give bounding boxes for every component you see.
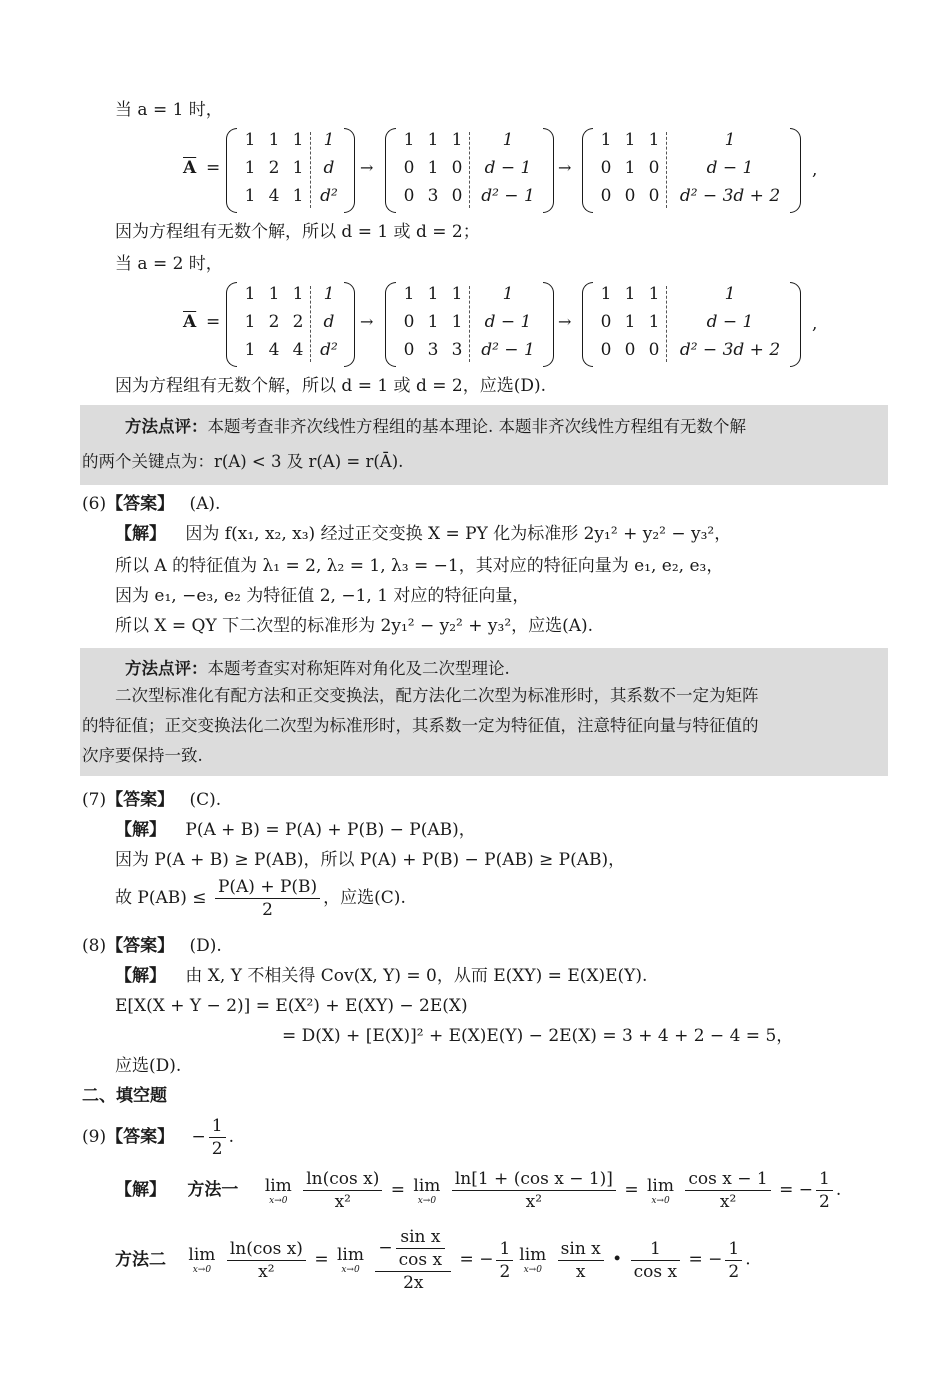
matrix-a2-step3 bbox=[582, 282, 802, 368]
matrix-entry: 1 bbox=[268, 130, 280, 150]
matrix-entry: 1 bbox=[427, 312, 439, 332]
matrix-entry: 3 bbox=[427, 186, 439, 206]
matrix-entry: 0 bbox=[648, 158, 660, 178]
matrix-entry: 0 bbox=[600, 186, 612, 206]
matrix-entry: 1 bbox=[268, 284, 280, 304]
augment-divider bbox=[469, 132, 470, 208]
fraction: $\frac{1}{2}$ bbox=[725, 1238, 742, 1283]
fraction: $\frac{P(A) + P(B)}{2}$ bbox=[215, 876, 320, 921]
matrix-entry: 0 bbox=[600, 340, 612, 360]
fraction: $\frac{\text{sin x}}{\text{cos x}}$ bbox=[396, 1226, 445, 1271]
q6-solution-line2: 所以 A 的特征值为 λ₁ = 2, λ₂ = 1, λ₃ = −1，其对应的特征向量为 e₁, e₂, e₃， bbox=[115, 556, 724, 576]
comment2-line2: 二次型标准化有配方法和正交变换法，配方法化二次型为标准形时，其系数不一定为矩阵 bbox=[115, 686, 759, 705]
comment2-line3: 的特征值；正交变换法化二次型为标准形时，其系数一定为特征值，注意特征向量与特征值的 bbox=[82, 716, 759, 735]
left-paren bbox=[226, 128, 237, 213]
fraction: $\frac{\text{ln(cos x)}}{\text{x²}}$ bbox=[303, 1168, 382, 1213]
matrix-entry: d − 1 bbox=[484, 158, 532, 178]
left-paren bbox=[582, 282, 593, 367]
matrix-entry: 1 bbox=[724, 284, 736, 304]
q7-answer: (7)【答案】 (C). bbox=[82, 790, 222, 810]
matrix-entry: 1 bbox=[244, 312, 256, 332]
matrix-entry: 1 bbox=[600, 284, 612, 304]
matrix-entry: 0 bbox=[403, 186, 415, 206]
q7-solution-line3: 故 P(AB) ≤ $\frac{P(A) + P(B)}{2}$ ，应选(C). bbox=[115, 877, 406, 920]
matrix-entry: 0 bbox=[403, 158, 415, 178]
matrix-entry: 1 bbox=[724, 130, 736, 150]
matrix-entry: 4 bbox=[268, 340, 280, 360]
matrix-entry: 1 bbox=[502, 284, 514, 304]
matrix-entry: 3 bbox=[427, 340, 439, 360]
arrow-icon: → bbox=[360, 158, 374, 177]
matrix-entry: d − 1 bbox=[706, 158, 754, 178]
q8-solution-line4: 应选(D). bbox=[115, 1056, 182, 1076]
matrix-equation-a2: $\overline{A}$ = 1 1 1 1 1 2 2 d 1 4 4 d² → 1 1 1 1 0 1 1 d − 1 0 3 3 d² − 1 → 1 1 1 1 0 1 1 d − 1 0 0 0 d² − 3d + 2 , bbox=[180, 282, 830, 368]
matrix-entry: 1 bbox=[648, 312, 660, 332]
matrix-entry: 1 bbox=[502, 130, 514, 150]
left-paren bbox=[582, 128, 593, 213]
q7-solution-line1: 【解】 P(A + B) = P(A) + P(B) − P(AB)， bbox=[115, 820, 476, 840]
matrix-entry: 0 bbox=[451, 158, 463, 178]
matrix-a1-step3 bbox=[582, 128, 802, 214]
q6-solution-line1: 【解】 因为 f(x₁, x₂, x₃) 经过正交变换 X = PY 化为标准形 2y₁² + y₂² − y₃²， bbox=[115, 524, 732, 544]
augment-divider bbox=[469, 286, 470, 362]
case-a1-intro: 当 a = 1 时， bbox=[115, 100, 223, 120]
matrix-entry: 1 bbox=[244, 130, 256, 150]
matrix-entry: 1 bbox=[451, 284, 463, 304]
matrix-a2-step1 bbox=[226, 282, 356, 368]
matrix-a2-step2 bbox=[385, 282, 555, 368]
matrix-entry: 1 bbox=[244, 158, 256, 178]
matrix-entry: d bbox=[323, 158, 335, 178]
q9-answer: (9)【答案】 − $\frac{1}{2}$ . bbox=[82, 1116, 234, 1159]
matrix-entry: 0 bbox=[648, 340, 660, 360]
matrix-entry: 0 bbox=[403, 340, 415, 360]
matrix-entry: d bbox=[323, 312, 335, 332]
matrix-entry: 1 bbox=[292, 186, 304, 206]
right-paren bbox=[344, 128, 355, 213]
matrix-entry: d² − 1 bbox=[481, 340, 535, 360]
matrix-entry: 1 bbox=[244, 340, 256, 360]
q6-solution-line3: 因为 e₁, −e₃, e₂ 为特征值 2, −1, 1 对应的特征向量， bbox=[115, 586, 530, 606]
arrow-icon: → bbox=[558, 312, 572, 331]
augmented-matrix-label: $\overline{A}$ bbox=[183, 312, 197, 332]
matrix-entry: 1 bbox=[323, 284, 335, 304]
fraction: $\frac{\text{sin x}}{x}$ bbox=[558, 1238, 604, 1283]
matrix-equation-a1: $\overline{A}$ = 1 1 1 1 1 2 1 d 1 4 1 d² → 1 1 1 1 0 1 0 d − 1 0 3 0 d² − 1 → 1 1 1 1 0 1 0 d − 1 0 0 0 d² − 3d + 2 , bbox=[180, 128, 830, 214]
section-title-fill-in: 二、填空题 bbox=[82, 1086, 167, 1106]
matrix-entry: 4 bbox=[268, 186, 280, 206]
matrix-entry: 1 bbox=[427, 158, 439, 178]
fraction: $\frac{\text{cos x − 1}}{\text{x²}}$ bbox=[685, 1168, 770, 1213]
matrix-entry: 1 bbox=[624, 284, 636, 304]
matrix-entry: d² − 3d + 2 bbox=[679, 186, 781, 206]
right-paren bbox=[543, 128, 554, 213]
q8-solution-line3: = D(X) + [E(X)]² + E(X)E(Y) − 2E(X) = 3 + 4 + 2 − 4 = 5， bbox=[282, 1026, 794, 1046]
left-paren bbox=[385, 128, 396, 213]
matrix-entry: 2 bbox=[268, 158, 280, 178]
q9-method1: 【解】 方法一 lim x→0 $\frac{\text{ln(cos x)}}{\text{x²}}$ = lim x→0 $\frac{\text{ln[1 + (cos x − 1)]}}{\text{x²}}$ = lim x→0 $\frac{\text{cos x − 1}}{\text{x²}}$ = − $\frac{1}{2}$ . bbox=[115, 1169, 842, 1212]
q8-solution-line1: 【解】 由 X, Y 不相关得 Cov(X, Y) = 0，从而 E(XY) = E(X)E(Y). bbox=[115, 966, 648, 986]
matrix-entry: 0 bbox=[403, 312, 415, 332]
matrix-entry: 1 bbox=[648, 130, 660, 150]
case-a2-intro: 当 a = 2 时， bbox=[115, 254, 223, 274]
matrix-entry: 0 bbox=[600, 312, 612, 332]
arrow-icon: → bbox=[360, 312, 374, 331]
q6-solution-line4: 所以 X = QY 下二次型的标准形为 2y₁² − y₂² + y₃²，应选(A). bbox=[115, 616, 594, 636]
matrix-entry: 1 bbox=[624, 130, 636, 150]
matrix-entry: 1 bbox=[292, 130, 304, 150]
matrix-entry: 1 bbox=[244, 284, 256, 304]
compound-fraction: − $\frac{\text{sin x}}{\text{cos x}}$ 2x bbox=[375, 1226, 451, 1294]
case-a2-conclusion: 因为方程组有无数个解，所以 d = 1 或 d = 2，应选(D). bbox=[115, 376, 547, 396]
limit: lim x→0 bbox=[337, 1245, 364, 1275]
limit: lim x→0 bbox=[413, 1175, 441, 1206]
matrix-entry: 1 bbox=[624, 158, 636, 178]
q8-solution-line2: E[X(X + Y − 2)] = E(X²) + E(XY) − 2E(X) bbox=[115, 996, 468, 1016]
matrix-entry: d² − 3d + 2 bbox=[679, 340, 781, 360]
matrix-entry: 2 bbox=[268, 312, 280, 332]
matrix-entry: 1 bbox=[624, 312, 636, 332]
matrix-entry: 0 bbox=[624, 340, 636, 360]
fraction: $\frac{\text{ln(cos x)}}{\text{x²}}$ bbox=[227, 1238, 306, 1283]
matrix-entry: d − 1 bbox=[706, 312, 754, 332]
matrix-entry: 1 bbox=[451, 130, 463, 150]
right-paren bbox=[790, 282, 801, 367]
fraction: $\frac{1}{\text{cos x}}$ bbox=[631, 1238, 680, 1283]
matrix-entry: 0 bbox=[624, 186, 636, 206]
limit: lim x→0 bbox=[647, 1175, 674, 1206]
fraction: $\frac{\text{ln[1 + (cos x − 1)]}}{\text{x²}}$ bbox=[452, 1168, 616, 1213]
q8-answer: (8)【答案】 (D). bbox=[82, 936, 222, 956]
limit: lim x→0 bbox=[264, 1175, 292, 1206]
limit: lim x→0 bbox=[188, 1245, 216, 1275]
comment2-line1: 方法点评：本题考查实对称矩阵对角化及二次型理论. bbox=[125, 659, 510, 678]
augmented-matrix-label: $\overline{A}$ bbox=[183, 158, 197, 178]
right-paren bbox=[344, 282, 355, 367]
matrix-entry: 1 bbox=[600, 130, 612, 150]
augment-divider bbox=[666, 132, 667, 208]
matrix-entry: 1 bbox=[427, 284, 439, 304]
fraction: $\frac{1}{2}$ bbox=[496, 1238, 513, 1283]
matrix-entry: d² bbox=[320, 340, 338, 360]
matrix-entry: d − 1 bbox=[484, 312, 532, 332]
arrow-icon: → bbox=[558, 158, 572, 177]
limit: lim x→0 bbox=[519, 1245, 547, 1275]
right-paren bbox=[790, 128, 801, 213]
matrix-entry: d² bbox=[320, 186, 338, 206]
matrix-entry: 1 bbox=[323, 130, 335, 150]
matrix-entry: 4 bbox=[292, 340, 304, 360]
comment2-line4: 次序要保持一致. bbox=[82, 746, 203, 765]
matrix-entry: 1 bbox=[451, 312, 463, 332]
matrix-entry: 0 bbox=[648, 186, 660, 206]
matrix-entry: d² − 1 bbox=[481, 186, 535, 206]
q6-answer: (6)【答案】 (A). bbox=[82, 494, 221, 514]
fraction: $\frac{1}{2}$ bbox=[209, 1115, 226, 1160]
matrix-entry: 0 bbox=[451, 186, 463, 206]
matrix-a1-step1 bbox=[226, 128, 356, 214]
matrix-entry: 2 bbox=[292, 312, 304, 332]
matrix-entry: 1 bbox=[244, 186, 256, 206]
right-paren bbox=[543, 282, 554, 367]
augment-divider bbox=[666, 286, 667, 362]
comment1-line1: 方法点评：本题考查非齐次线性方程组的基本理论. 本题非齐次线性方程组有无数个解 bbox=[125, 417, 746, 436]
augment-divider bbox=[310, 132, 311, 208]
q7-solution-line2: 因为 P(A + B) ≥ P(AB)，所以 P(A) + P(B) − P(AB) ≥ P(AB)， bbox=[115, 850, 626, 870]
case-a1-conclusion: 因为方程组有无数个解，所以 d = 1 或 d = 2； bbox=[115, 222, 480, 242]
augment-divider bbox=[310, 286, 311, 362]
matrix-entry: 1 bbox=[403, 284, 415, 304]
q9-method2: 方法二 lim x→0 $\frac{\text{ln(cos x)}}{\text{x²}}$ = lim x→0 − $\frac{\text{sin x}}{\text{cos x}}$ 2x = − $\frac{1}{2}$ lim x→0 $\frac{\text{sin x}}{x}$ • $\frac{1}{\text{cos x}}$ = − $\frac{1}{2}$ . bbox=[115, 1227, 751, 1293]
comment1-line2: 的两个关键点为：r(A) < 3 及 r(A) = r(Ā). bbox=[82, 452, 404, 471]
matrix-a1-step2 bbox=[385, 128, 555, 214]
matrix-entry: 3 bbox=[451, 340, 463, 360]
matrix-entry: 0 bbox=[600, 158, 612, 178]
matrix-entry: 1 bbox=[427, 130, 439, 150]
matrix-entry: 1 bbox=[292, 284, 304, 304]
matrix-entry: 1 bbox=[403, 130, 415, 150]
fraction: $\frac{1}{2}$ bbox=[816, 1168, 833, 1213]
matrix-entry: 1 bbox=[292, 158, 304, 178]
left-paren bbox=[385, 282, 396, 367]
matrix-entry: 1 bbox=[648, 284, 660, 304]
left-paren bbox=[226, 282, 237, 367]
